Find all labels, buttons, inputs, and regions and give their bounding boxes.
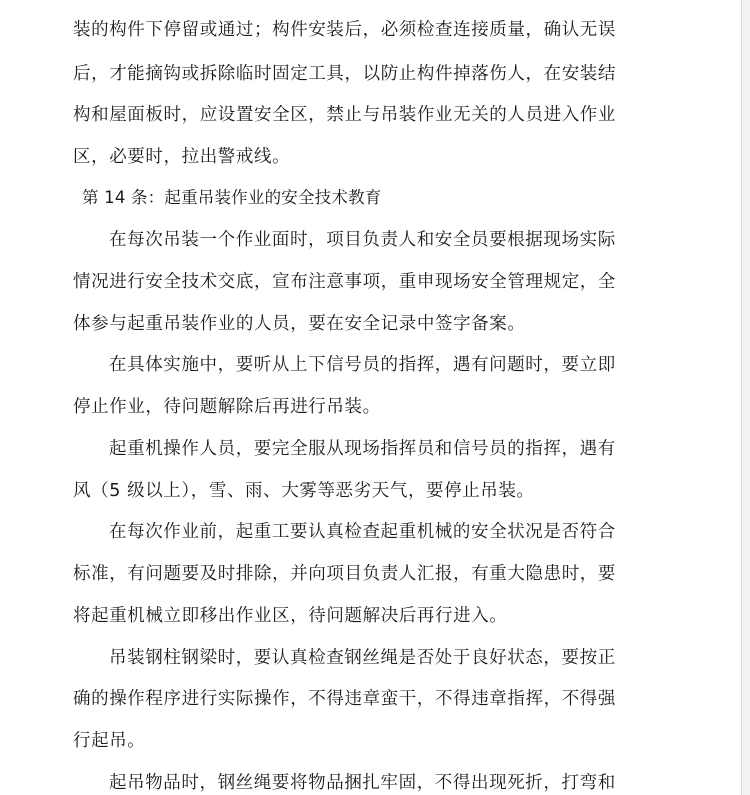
section-heading: 第 14 条：起重吊装作业的安全技术教育 [82,188,382,207]
text-line: 行起吊。 [73,731,146,751]
text-line: 构和屋面板时，应设置安全区，禁止与吊装作业无关的人员进入作业 [73,105,616,125]
text-line: 确的操作程序进行实际操作，不得违章蛮干，不得违章指挥，不得强 [73,689,616,709]
text-line: 体参与起重吊装作业的人员，要在安全记录中签字备案。 [73,314,526,334]
text-line: 在每次吊装一个作业面时，项目负责人和安全员要根据现场实际 [109,230,616,250]
text-line: 后，才能摘钩或拆除临时固定工具，以防止构件掉落伤人，在安装结 [73,64,616,84]
text-line: 起吊物品时，钢丝绳要将物品捆扎牢固，不得出现死折，打弯和 [109,773,616,793]
page-edge [741,0,750,795]
text-line: 情况进行安全技术交底，宣布注意事项，重申现场安全管理规定，全 [73,272,616,292]
text-line: 停止作业，待问题解除后再进行吊装。 [73,397,381,417]
text-line: 区，必要时，拉出警戒线。 [73,147,291,167]
text-line: 将起重机械立即移出作业区，待问题解决后再行进入。 [73,606,508,626]
text-line: 在每次作业前，起重工要认真检查起重机械的安全状况是否符合 [109,522,616,542]
text-line: 起重机操作人员，要完全服从现场指挥员和信号员的指挥，遇有 [109,439,616,459]
text-line: 标准，有问题要及时排除，并向项目负责人汇报，有重大隐患时，要 [73,564,616,584]
text-line: 在具体实施中，要听从上下信号员的指挥，遇有问题时，要立即 [109,355,616,375]
text-line: 吊装钢柱钢梁时，要认真检查钢丝绳是否处于良好状态，要按正 [109,648,616,668]
text-line: 风（5 级以上），雪、雨、大雾等恶劣天气，要停止吊装。 [73,481,535,501]
text-line: 装的构件下停留或通过；构件安装后，必须检查连接质量，确认无误 [73,20,616,40]
